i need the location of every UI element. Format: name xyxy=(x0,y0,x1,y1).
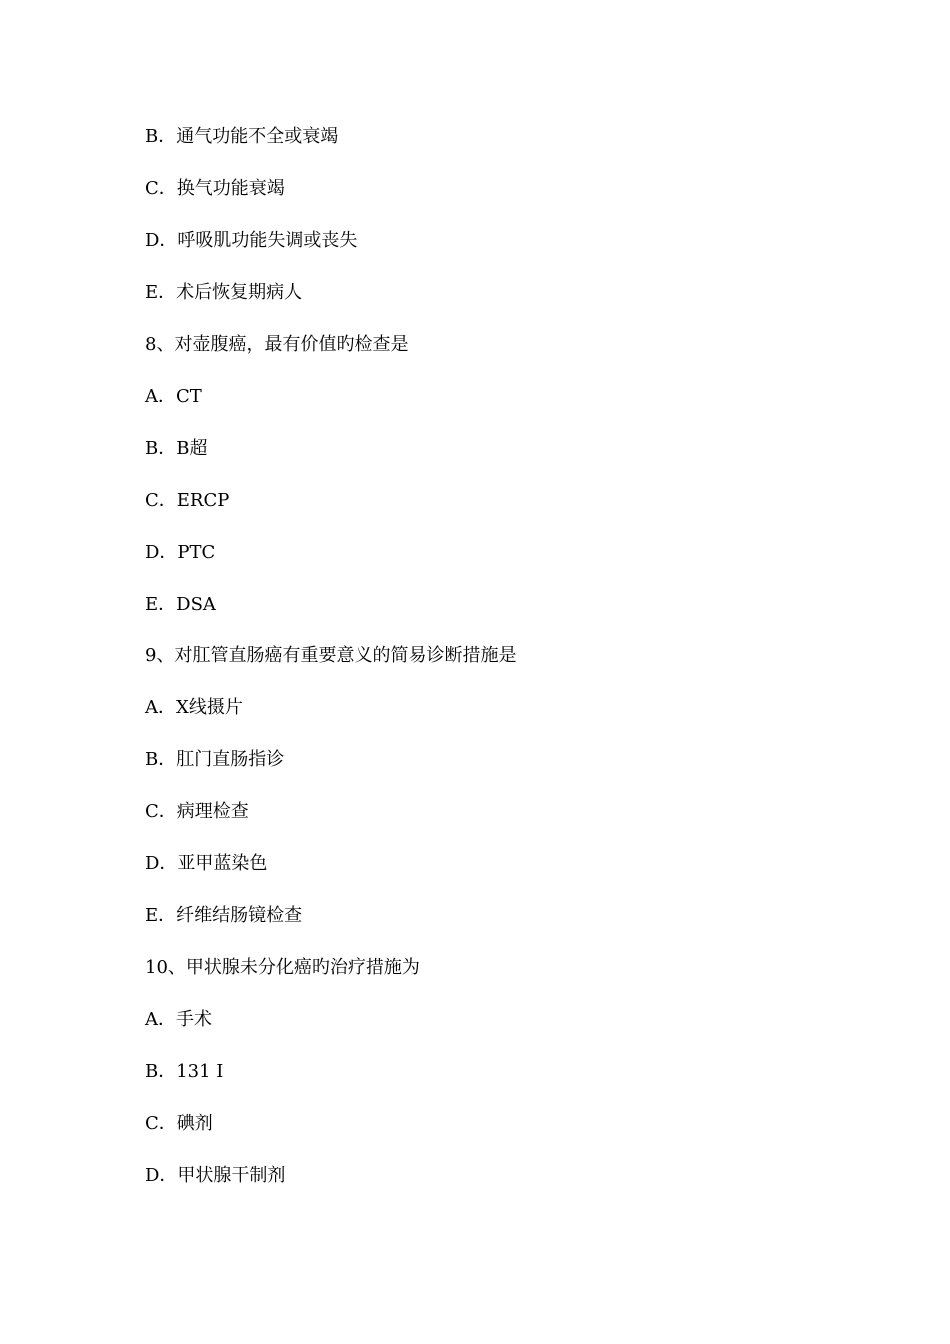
q8-option-a: A．CT xyxy=(145,386,202,407)
option-c-gas-exchange-failure: C．换气功能衰竭 xyxy=(145,178,285,199)
question-8: 8、对壶腹癌，最有价值旳检查是 xyxy=(145,334,409,355)
q8-option-d: D．PTC xyxy=(145,542,216,563)
q10-option-d: D．甲状腺干制剂 xyxy=(145,1165,286,1186)
question-10: 10、甲状腺未分化癌旳治疗措施为 xyxy=(145,957,420,978)
q8-option-c: C．ERCP xyxy=(145,490,230,511)
q9-option-a: A．X线摄片 xyxy=(145,697,243,718)
q9-option-d: D．亚甲蓝染色 xyxy=(145,853,268,874)
option-d-respiratory-muscle-dysfunction: D．呼吸肌功能失调或丧失 xyxy=(145,230,358,251)
q9-option-e: E．纤维结肠镜检查 xyxy=(145,905,303,926)
question-9: 9、对肛管直肠癌有重要意义的简易诊断措施是 xyxy=(145,645,517,666)
q8-option-b: B．B超 xyxy=(145,438,208,459)
q10-option-c: C．碘剂 xyxy=(145,1113,213,1134)
option-b-ventilation-failure: B．通气功能不全或衰竭 xyxy=(145,126,339,147)
option-e-postoperative-recovery: E．术后恢复期病人 xyxy=(145,282,303,303)
q10-option-a: A．手术 xyxy=(145,1009,212,1030)
q9-option-b: B．肛门直肠指诊 xyxy=(145,749,285,770)
q9-option-c: C．病理检查 xyxy=(145,801,249,822)
q8-option-e: E．DSA xyxy=(145,594,216,615)
q10-option-b: B．131 I xyxy=(145,1061,224,1082)
